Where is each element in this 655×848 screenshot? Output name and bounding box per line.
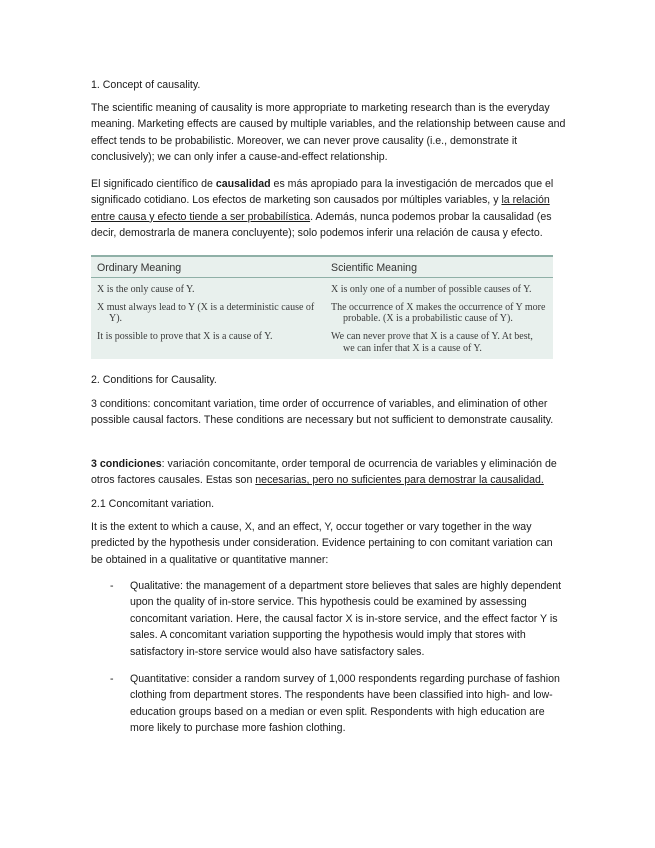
paragraph-causality-english: The scientific meaning of causality is more appropriate to marketing research than is the everyday meaning. Marketing effects are caused by multiple variables, and the relationship between cause and effect tends to be probabilistic. Moreover, we can never prove causality (i.e., demonstrate it conclusively); we can only infer a cause-and-effect relationship. [91,102,566,164]
text-span: : variación concomitante, order temporal de ocurrencia de variables y eliminación de otros factores causales. Estas son [91,458,557,487]
table-cell [91,297,325,327]
bullet-marker: - [110,673,114,685]
cell-text: X must always lead to Y (X is a deterministic cause of Y). [97,301,315,325]
column-header-ordinary-meaning: Ordinary Meaning [91,256,325,278]
text-span: es más apropiado para la investigación de mercados que el significado cotidiano. Los efectos de marketing son causados por múltiples variables, y [91,178,554,207]
cell-text: X is only one of a number of possible causes of Y. [331,284,532,295]
paragraph-concomitant-variation: It is the extent to which a cause, X, and an effect, Y, occur together or vary together in the way predicted by the hypothesis under consideration. Evidence pertaining to con comitant variation can be obtained in a qualitative or quantitative manner: [91,521,553,566]
meaning-comparison-table [91,255,553,359]
table-cell [91,326,325,359]
section-heading-concept-of-causality: 1. Concept of causality. [91,79,201,91]
table-cell [325,326,553,359]
table-row [91,297,553,327]
underlined-phrase: la relación entre causa y efecto tiende a ser probabilística [91,194,550,223]
bullet-marker: - [110,580,114,592]
text-span: El significado científico de [91,178,216,190]
cell-text: It is possible to prove that X is a cause of Y. [97,331,273,343]
column-header-scientific-meaning: Scientific Meaning [325,256,553,278]
subsection-heading-concomitant-variation: 2.1 Concomitant variation. [91,498,215,510]
table-cell [325,297,553,327]
section-heading-conditions-for-causality: 2. Conditions for Causality. [91,374,217,386]
list-item-qualitative: Qualitative: the management of a department store believes that sales are highly dependent upon the quality of in-store service. This hypothesis could be examined by assessing concomitant variation. Here, the causal factor X is in-store service, and the effect factor Y is sales. A concomitant variation supporting the hypothesis would imply that stores with satisfactory in-store service would also have satisfactory sales. [130,580,562,658]
paragraph-causality-spanish [91,176,566,242]
underlined-phrase: necesarias, pero no suficientes para demostrar la causalidad. [255,474,544,487]
table-header-row [91,256,553,278]
table-cell [91,278,325,297]
bold-term-3-condiciones: 3 condiciones [91,458,162,470]
table-cell [325,278,553,297]
bold-term-causalidad: causalidad [215,178,271,190]
cell-text: X is the only cause of Y. [97,284,195,295]
paragraph-conditions-spanish [91,456,566,489]
table-row [91,326,553,359]
list-item-quantitative: Quantitative: consider a random survey of 1,000 respondents regarding purchase of fashion clothing from department stores. The respondents have been classified into high- and low-education groups based on a median or even split. Respondents with high education are more likely to purchase more fashion clothing. [130,673,560,735]
cell-text: We can never prove that X is a cause of Y. At best, we can infer that X is a cause of Y. [331,331,533,354]
cell-text: The occurrence of X makes the occurrence of Y more probable. (X is a probabilistic cause of Y). [331,301,546,325]
paragraph-conditions-english: 3 conditions: concomitant variation, time order of occurrence of variables, and elimination of other possible causal factors. These conditions are necessary but not sufficient to demonstrate causality. [91,398,554,427]
text-span: . Además, nunca podemos probar la causalidad (es decir, demostrarla de manera concluyente); solo podemos inferir una relación de causa y efecto. [91,210,552,240]
table-row [91,278,553,297]
